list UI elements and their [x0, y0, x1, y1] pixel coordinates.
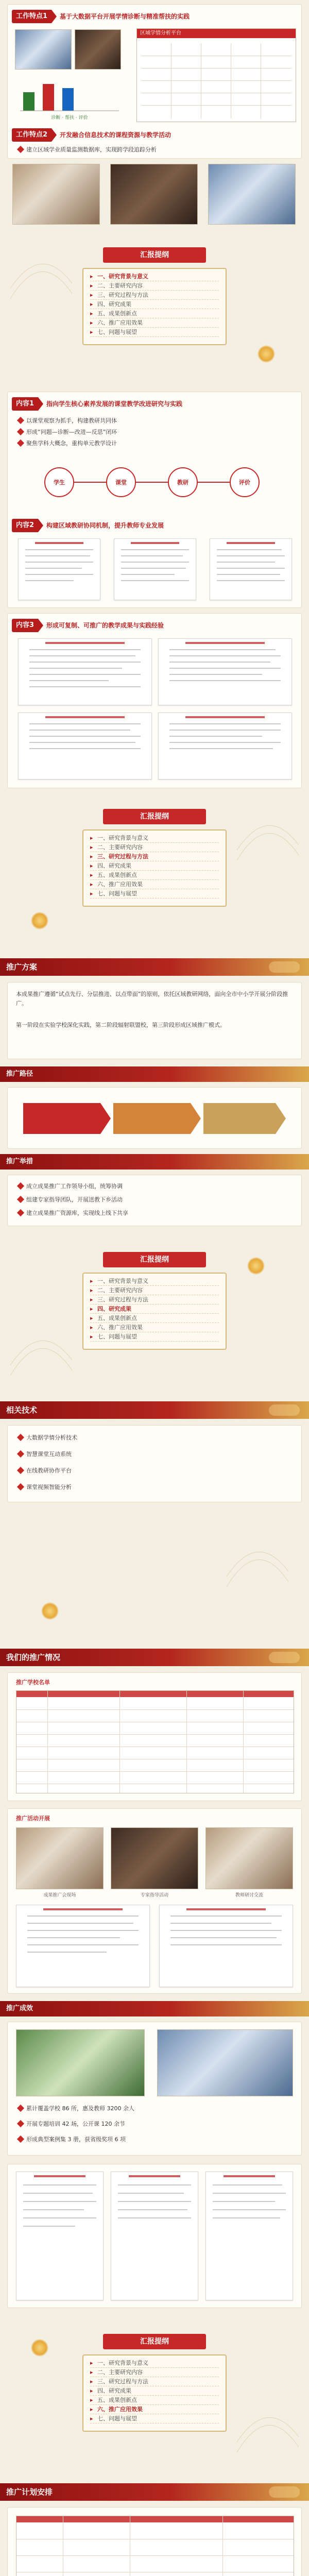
pilot-header: [0, 1649, 309, 1666]
outline-4-blossom: [31, 2339, 48, 2357]
outline-2-item-1[interactable]: ▸ 一、研究背景与意义: [90, 834, 219, 843]
outline-3-item-4[interactable]: ▸ 四、研究成果: [90, 1304, 219, 1314]
pilot-sub-header-3: [0, 2001, 309, 2016]
pilot-bullet-3: 形成典型案例集 3 册，获省级奖项 6 项: [18, 2136, 296, 2143]
work-photo-3: [12, 164, 100, 225]
outline-1-item-5[interactable]: ▸ 五、成果创新点: [90, 309, 219, 318]
intro-doc-7: [158, 713, 292, 779]
diagram-node-1: 学生: [54, 479, 65, 486]
tech-bullet-2: 智慧课堂互动系统: [18, 1450, 296, 1458]
pilot-caption-1: 成果推广会现场: [43, 1893, 76, 1898]
pilot-caption-3: 教师研讨交流: [235, 1893, 263, 1898]
intro-tag-3-text: 形成可复制、可推广的教学成果与实践经验: [46, 622, 164, 629]
outline-1-list: [90, 272, 219, 337]
pilot-photo-4: [16, 2029, 145, 2096]
outline-2-head: 汇报提纲: [103, 809, 206, 824]
work-mini-chart: [18, 77, 121, 113]
intro-tag-1: [12, 397, 182, 411]
plan-card: [7, 2507, 302, 2576]
work-tag-1-text: 基于大数据平台开展学情诊断与精准帮扶的实践: [60, 13, 190, 20]
scheme-title: 推广方案: [6, 962, 38, 972]
work-tag-2-label: 工作特点2: [12, 128, 52, 142]
outline-3-item-6[interactable]: ▸ 六、推广应用效果: [90, 1323, 219, 1332]
outline-2-item-3[interactable]: ▸ 三、研究过程与方法: [90, 852, 219, 861]
outline-2-item-5[interactable]: ▸ 五、成果创新点: [90, 871, 219, 880]
outline-3-deco: [10, 1319, 72, 1381]
pilot-list-card: [7, 1672, 302, 1801]
intro-tag-1-label: 内容1: [12, 397, 38, 411]
scheme-p2: 第一阶段在实验学校深化实践，第二阶段辐射联盟校，第三阶段形成区域推广模式。: [16, 1022, 226, 1028]
outline-4-deco: [237, 2396, 299, 2458]
tech-bullet-1: 大数据学情分析技术: [18, 1434, 296, 1442]
outline-1-item-1[interactable]: ▸ 一、研究背景与意义: [90, 272, 219, 281]
scheme-header-deco: [269, 961, 300, 973]
work-tag-2: [12, 128, 171, 142]
outline-4: [0, 2318, 309, 2473]
outline-3-item-5[interactable]: ▸ 五、成果创新点: [90, 1314, 219, 1323]
outline-1-blossom: [258, 345, 275, 363]
outline-1-item-6[interactable]: ▸ 六、推广应用效果: [90, 318, 219, 328]
outline-3-item-1[interactable]: ▸ 一、研究背景与意义: [90, 1277, 219, 1286]
tech-card: [7, 1425, 302, 1502]
pilot-activity-card: [7, 1808, 302, 1994]
tech-header: [0, 1401, 309, 1419]
tech-bullet-4: 课堂视频智能分析: [18, 1483, 296, 1491]
pilot-sub-1: 推广学校名单: [16, 1679, 50, 1686]
dashboard-title: 区域学情分析平台: [137, 29, 296, 38]
pilot-photo-2: [111, 1827, 198, 1889]
intro-tag-2: [12, 519, 164, 532]
diagram-node-4: 评价: [239, 479, 250, 486]
outline-2-blossom: [31, 912, 48, 929]
tech-deco: [227, 1530, 288, 1592]
intro-doc-6: [18, 713, 152, 779]
scheme-bullet-3: 建立成果推广资源库，实现线上线下共享: [18, 1209, 296, 1217]
outline-3-head: 汇报提纲: [103, 1252, 206, 1267]
scheme-path-card: [7, 1087, 302, 1149]
pilot-photo-5: [157, 2029, 293, 2096]
tech-title: 相关技术: [6, 1405, 38, 1415]
work-photo-2: [75, 29, 121, 70]
scheme-sub-header: [0, 1066, 309, 1082]
intro-tag-2-text: 构建区域教研协同机制，提升教师专业发展: [46, 522, 164, 529]
pilot-doc-2: [159, 1905, 293, 1987]
outline-4-item-1[interactable]: ▸ 一、研究背景与意义: [90, 2359, 219, 2368]
plan-header: [0, 2483, 309, 2501]
outline-4-item-6[interactable]: ▸ 六、推广应用效果: [90, 2405, 219, 2414]
plan-header-deco: [269, 2486, 300, 2498]
work-card: [7, 4, 302, 159]
outline-2-item-4[interactable]: ▸ 四、研究成果: [90, 861, 219, 871]
intro-tag-3-label: 内容3: [12, 619, 38, 632]
work-tag-1: [12, 10, 190, 23]
scheme-bullets-card: [7, 1175, 302, 1226]
intro-bullet-3: 聚焦学科大概念，重构单元教学设计: [18, 439, 296, 447]
pilot-school-table: [16, 1690, 294, 1793]
pilot-result-card: [7, 2022, 302, 2156]
pilot-photo-3: [205, 1827, 293, 1889]
outline-4-item-4[interactable]: ▸ 四、研究成果: [90, 2386, 219, 2396]
intro-doc-1: [18, 538, 100, 600]
intro-doc-2: [114, 538, 196, 600]
intro-bullet-1: 以课堂观察为抓手，构建教研共同体: [18, 417, 296, 425]
pilot-caption-2: 专家指导活动: [140, 1893, 168, 1898]
work-tag-2-text: 开发融合信息技术的课程资源与教学活动: [60, 131, 171, 139]
outline-1-item-2[interactable]: ▸ 二、主要研究内容: [90, 281, 219, 291]
pilot-bullet-2: 开展专题培训 42 场，公开课 120 余节: [18, 2120, 296, 2128]
outline-3-blossom: [247, 1257, 265, 1275]
scheme-bullet-1: 成立成果推广工作领导小组，统筹协调: [18, 1182, 296, 1190]
outline-4-item-2[interactable]: ▸ 二、主要研究内容: [90, 2368, 219, 2377]
tech-blossom: [41, 1602, 59, 1620]
work-chart-legend: 诊断 · 帮扶 · 评价: [51, 115, 88, 121]
outline-4-list: [90, 2359, 219, 2424]
outline-3-item-3[interactable]: ▸ 三、研究过程与方法: [90, 1295, 219, 1304]
plan-title: 推广计划安排: [6, 2487, 53, 2497]
work-bullet-1: 建立区域学业质量监测数据库，实现跨学段追踪分析: [18, 146, 296, 154]
outline-3-list: [90, 1277, 219, 1342]
outline-3: [0, 1236, 309, 1391]
work-tag-1-label: 工作特点1: [12, 10, 52, 23]
outline-4-item-3[interactable]: ▸ 三、研究过程与方法: [90, 2377, 219, 2386]
outline-1-item-7[interactable]: ▸ 七、问题与展望: [90, 328, 219, 337]
intro-card: [7, 392, 302, 608]
intro-tag-1-text: 指向学生核心素养发展的课堂教学改进研究与实践: [46, 400, 183, 408]
outline-4-item-5[interactable]: ▸ 五、成果创新点: [90, 2396, 219, 2405]
work-photo-4: [110, 164, 198, 225]
diagram-node-3: 教研: [177, 479, 188, 486]
outline-3-item-2[interactable]: ▸ 二、主要研究内容: [90, 1286, 219, 1295]
dashboard-grid: [141, 43, 291, 118]
intro-card-2: [7, 613, 302, 788]
pilot-title: 我们的推广情况: [6, 1653, 61, 1662]
outline-3-item-7[interactable]: ▸ 七、问题与展望: [90, 1332, 219, 1342]
scheme-bullet-2: 组建专家指导团队，开展送教下乡活动: [18, 1196, 296, 1204]
tech-header-deco: [269, 1404, 300, 1416]
outline-2: [0, 793, 309, 948]
scheme-card: [7, 982, 302, 1059]
outline-1: [0, 232, 309, 386]
pilot-result-card-2: [7, 2164, 302, 2308]
plan-table: [16, 2516, 294, 2576]
outline-1-head: 汇报提纲: [103, 247, 206, 263]
scheme-sub-title: 推广路径: [6, 1070, 33, 1078]
scheme-path-diagram: [23, 1098, 286, 1139]
intro-bullet-2: 形成“问题—诊断—改进—反思”闭环: [18, 428, 296, 436]
dashboard: [136, 28, 296, 122]
work-photo-1: [15, 29, 72, 70]
intro-tag-2-label: 内容2: [12, 519, 38, 532]
pilot-doc-5: [205, 2172, 293, 2300]
pilot-sub-2: 推广活动开展: [16, 1815, 50, 1822]
scheme-p1: 本成果推广遵循“试点先行、分层推进、以点带面”的原则，依托区域教研网络，面向全市中小学开展分阶段推广。: [16, 991, 288, 1007]
diagram-node-2: 课堂: [115, 479, 127, 486]
scheme-sub-header-2: [0, 1154, 309, 1170]
outline-2-item-2[interactable]: ▸ 二、主要研究内容: [90, 843, 219, 852]
pilot-doc-4: [111, 2172, 198, 2300]
tech-deco-area: [0, 1510, 309, 1643]
pilot-header-deco: [269, 1652, 300, 1663]
work-photo-5: [208, 164, 296, 225]
pilot-bullet-1: 累计覆盖学校 86 所，惠及教师 3200 余人: [18, 2105, 296, 2112]
pilot-doc-3: [16, 2172, 104, 2300]
intro-doc-5: [158, 638, 292, 705]
pilot-sub-3: 推广成效: [6, 2005, 33, 2012]
scheme-header: [0, 958, 309, 976]
outline-1-item-4[interactable]: ▸ 四、研究成果: [90, 300, 219, 309]
intro-doc-3: [210, 538, 292, 600]
outline-2-item-7[interactable]: ▸ 七、问题与展望: [90, 889, 219, 899]
outline-2-item-6[interactable]: ▸ 六、推广应用效果: [90, 880, 219, 889]
pilot-photo-1: [16, 1827, 104, 1889]
pilot-doc-1: [16, 1905, 150, 1987]
outline-1-item-3[interactable]: ▸ 三、研究过程与方法: [90, 291, 219, 300]
tech-bullet-3: 在线教研协作平台: [18, 1467, 296, 1475]
outline-4-item-7[interactable]: ▸ 七、问题与展望: [90, 2414, 219, 2424]
outline-1-deco: [10, 242, 72, 304]
outline-4-head: 汇报提纲: [103, 2334, 206, 2349]
intro-tag-3: [12, 619, 164, 632]
scheme-sub2-title: 推广举措: [6, 1158, 33, 1165]
outline-2-deco: [237, 804, 299, 866]
outline-2-list: [90, 834, 219, 899]
intro-doc-4: [18, 638, 152, 705]
